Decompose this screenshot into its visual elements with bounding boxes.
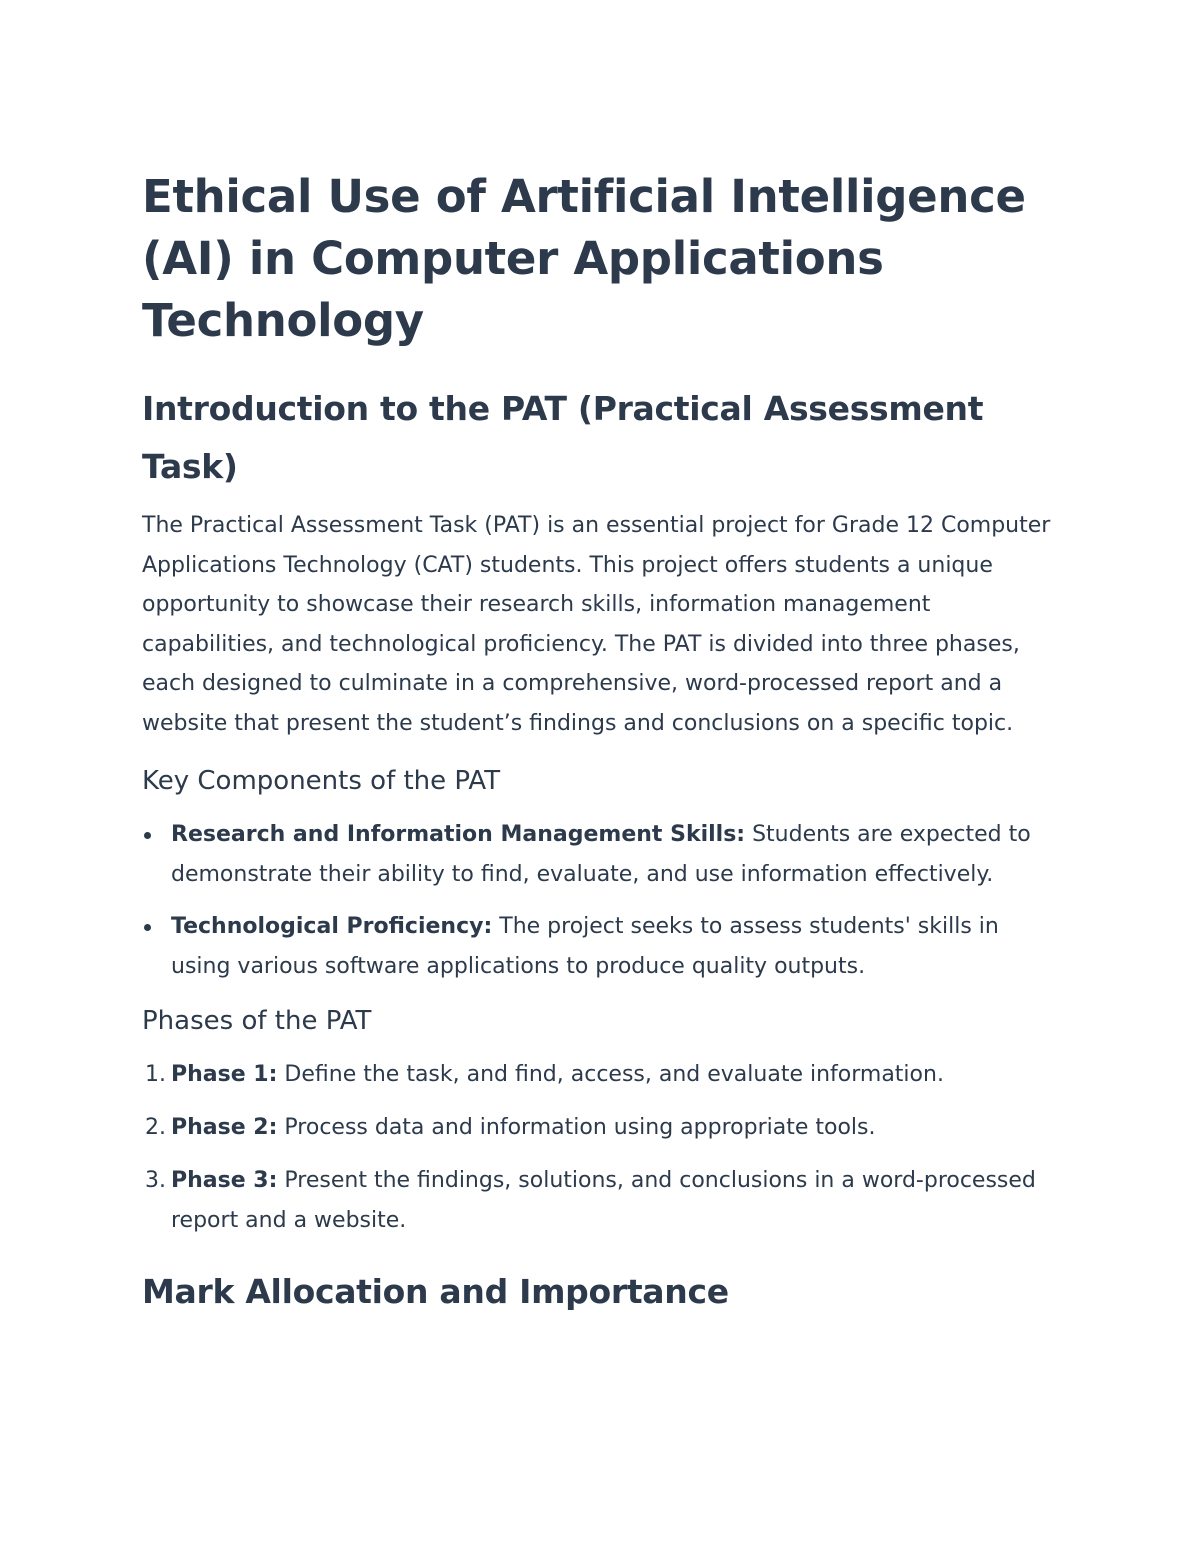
document-page (142, 166, 1062, 1331)
list-item (142, 815, 1062, 895)
list-item (142, 907, 1062, 987)
list-item-text: Present the findings, solutions, and conclusions in a word-processed report and a website. (171, 1168, 1036, 1233)
list-number: 1. (145, 1062, 166, 1087)
list-number: 3. (145, 1168, 166, 1193)
list-number: 2. (145, 1115, 166, 1140)
intro-paragraph: The Practical Assessment Task (PAT) is an essential project for Grade 12 Computer Applications Technology (CAT) students. This project offers students a unique opportunity to showcase their research skills, information management capabilities, and technological proficiency. The PAT is divided into three phases, each designed to culminate in a comprehensive, word-processed report and a website that present the student’s findings and conclusions on a specific topic. (142, 513, 1051, 736)
document-title: Ethical Use of Artificial Intelligence (AI) in Computer Applications Technology (142, 170, 1026, 347)
list-item-text: Students are expected to demonstrate their ability to find, evaluate, and use information effectively. (171, 822, 1031, 887)
phases-list (142, 1055, 1062, 1241)
intro-heading: Introduction to the PAT (Practical Assessment Task) (142, 389, 984, 486)
list-item (142, 1108, 1062, 1148)
bullet-icon (144, 832, 151, 839)
phases-heading: Phases of the PAT (142, 1006, 372, 1036)
list-item-label: Phase 3: (171, 1168, 278, 1193)
key-components-list (142, 815, 1062, 987)
list-item-text: Define the task, and find, access, and evaluate information. (277, 1062, 944, 1087)
list-item (142, 1161, 1062, 1241)
mark-allocation-heading: Mark Allocation and Importance (142, 1272, 729, 1311)
list-item-text: Process data and information using appropriate tools. (277, 1115, 876, 1140)
list-item-label: Research and Information Management Skills: (171, 822, 746, 847)
list-item-label: Technological Proficiency: (171, 914, 493, 939)
list-item-text: The project seeks to assess students' skills in using various software applications to produce quality outputs. (171, 914, 999, 979)
bullet-icon (144, 924, 151, 931)
list-item-label: Phase 1: (171, 1062, 278, 1087)
list-item-label: Phase 2: (171, 1115, 278, 1140)
list-item (142, 1055, 1062, 1095)
key-components-heading: Key Components of the PAT (142, 766, 501, 796)
